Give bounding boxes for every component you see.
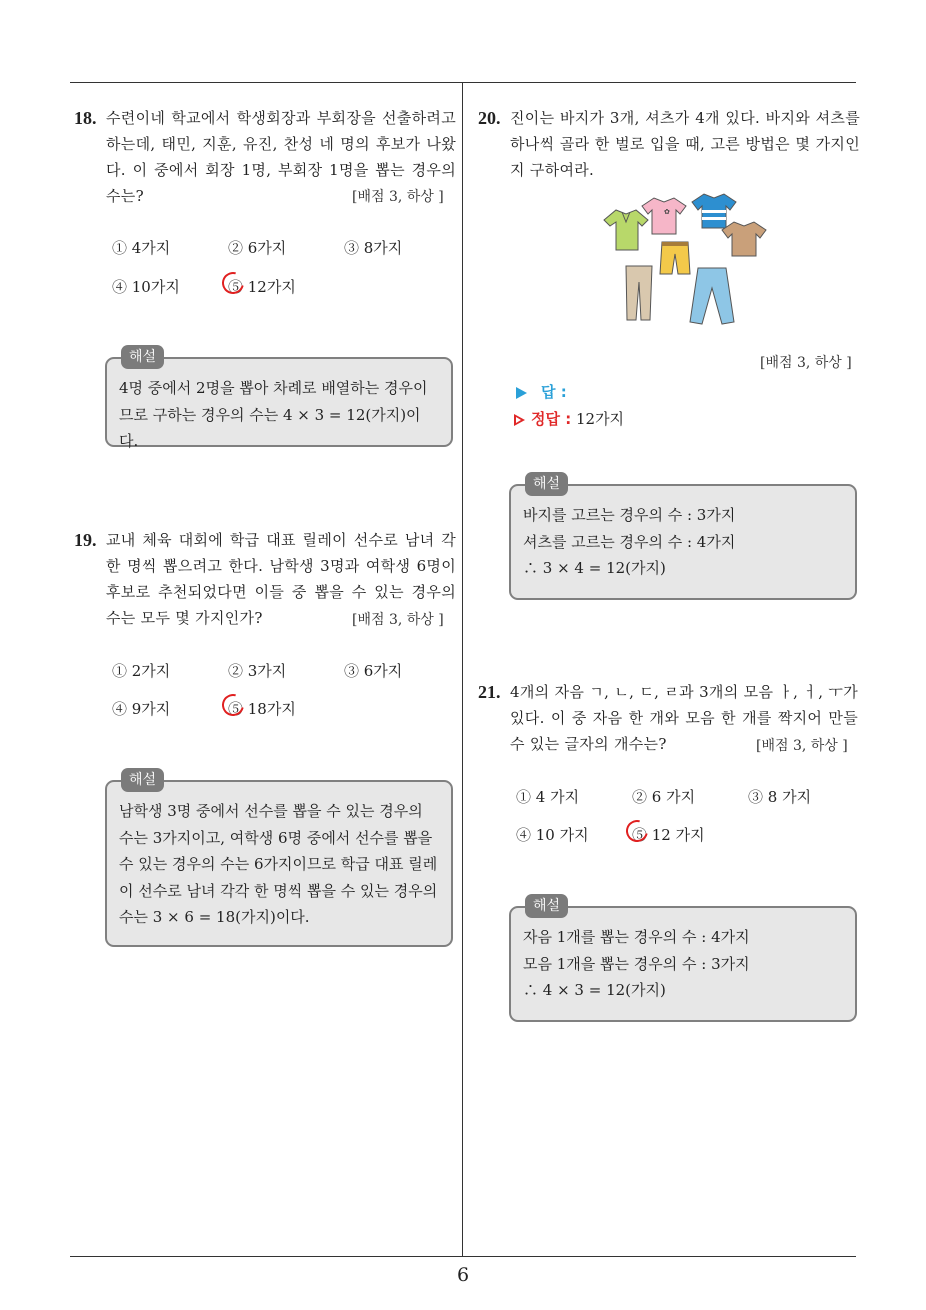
choice-4[interactable]: ④ 9가지 (112, 700, 171, 718)
explanation-box (509, 898, 857, 1022)
page-number: 6 (456, 1264, 470, 1286)
question-text: 4개의 자음 ㄱ, ㄴ, ㄷ, ㄹ과 3개의 모음 ㅏ, ㅓ, ㅜ가 있다. 이 중 자음 한 개와 모음 한 개를 짝지어 만들 수 있는 글자의 개수는? (510, 683, 858, 753)
question-number: 21. (478, 682, 501, 702)
explanation-line: ∴ 3 × 4 = 12(가지) (523, 559, 666, 577)
explanation-tag: 해설 (525, 894, 568, 918)
answer-label: 답 : (541, 383, 567, 401)
choice-1[interactable]: ① 2가지 (112, 662, 171, 680)
explanation-line: 자음 1개를 뽑는 경우의 수 : 4가지 (523, 928, 750, 946)
question-text: 수련이네 학교에서 학생회장과 부회장을 선출하려고 하는데, 태민, 지훈, 유진, 찬성 네 명의 후보가 나왔다. 이 중에서 회장 1명, 부회장 1명을 뽑는 경우의 수는? (106, 109, 456, 205)
correct-value: 12가지 (575, 410, 625, 428)
choice-5[interactable] (632, 824, 705, 845)
correct-arrow-icon (514, 414, 525, 426)
correct-answer-line (514, 408, 624, 429)
explanation-box (105, 772, 453, 947)
score-difficulty: [배점 3, 하상 ] (352, 189, 444, 205)
svg-text:✿: ✿ (664, 208, 670, 216)
question-text: 진이는 바지가 3개, 셔츠가 4개 있다. 바지와 셔츠를 하나씩 골라 한 벌로 입을 때, 고른 방법은 몇 가지인지 구하여라. (510, 109, 860, 179)
choice-1[interactable]: ① 4가지 (112, 239, 171, 257)
explanation-line: 므로 구하는 경우의 수는 4 × 3 = 12(가지)이다. (119, 405, 421, 450)
score-difficulty: [배점 3, 하상 ] (756, 738, 848, 754)
choice-3[interactable]: ③ 8가지 (344, 239, 403, 257)
choice-5[interactable] (228, 698, 296, 719)
correct-label: 정답 : (531, 410, 572, 428)
answer-arrow-icon (516, 387, 527, 399)
explanation-tag: 해설 (121, 345, 164, 369)
choice-4[interactable]: ④ 10가지 (112, 278, 180, 296)
choice-5-label: ⑤ 12가지 (228, 278, 296, 296)
explanation-box (509, 476, 857, 600)
question-text: 교내 체육 대회에 학급 대표 릴레이 선수로 남녀 각 한 명씩 뽑으려고 한다. 남학생 3명과 여학생 6명이 후보로 추천되었다면 이들 중 뽑을 수 있는 경우의 수는 모두 몇 가지인가? (106, 531, 456, 627)
score-difficulty: [배점 3, 하상 ] (760, 355, 852, 371)
explanation-box (105, 349, 453, 450)
explanation-line: 4명 중에서 2명을 뽑아 차례로 배열하는 경우이 (119, 379, 428, 397)
choice-2[interactable]: ② 3가지 (228, 662, 287, 680)
choice-2[interactable]: ② 6가지 (228, 239, 287, 257)
explanation-tag: 해설 (121, 768, 164, 792)
clothing-illustration (594, 192, 774, 327)
explanation-line: ∴ 4 × 3 = 12(가지) (523, 981, 666, 999)
explanation-line: 남학생 3명 중에서 선수를 뽑을 수 있는 경우의 (119, 802, 423, 820)
explanation-line: 수는 3가지이고, 여학생 6명 중에서 선수를 뽑을 (119, 828, 433, 847)
choice-5[interactable] (228, 276, 296, 297)
choice-3[interactable]: ③ 6가지 (344, 662, 403, 680)
explanation-line: 수는 3 × 6 = 18(가지)이다. (119, 908, 310, 926)
explanation-line: 수 있는 경우의 수는 6가지이므로 학급 대표 릴레 (119, 855, 438, 873)
question-number: 19. (74, 530, 97, 550)
score-difficulty: [배점 3, 하상 ] (352, 612, 444, 628)
explanation-line: 셔츠를 고르는 경우의 수 : 4가지 (523, 532, 736, 551)
choice-4[interactable]: ④ 10 가지 (516, 826, 589, 844)
question-number: 18. (74, 108, 97, 128)
bottom-rule (70, 1256, 856, 1257)
answer-line (516, 381, 567, 402)
choice-1[interactable]: ① 4 가지 (516, 788, 580, 806)
choice-5-label: ⑤ 18가지 (228, 700, 296, 718)
explanation-line: 이 선수로 남녀 각각 한 명씩 뽑을 수 있는 경우의 (119, 881, 438, 900)
question-number: 20. (478, 108, 501, 128)
column-divider (462, 82, 463, 1256)
choice-3[interactable]: ③ 8 가지 (748, 788, 812, 806)
choice-5-label: ⑤ 12 가지 (632, 826, 705, 844)
explanation-line: 바지를 고르는 경우의 수 : 3가지 (523, 506, 736, 524)
explanation-line: 모음 1개을 뽑는 경우의 수 : 3가지 (523, 954, 750, 973)
explanation-tag: 해설 (525, 472, 568, 496)
top-rule (70, 82, 856, 83)
choice-2[interactable]: ② 6 가지 (632, 788, 696, 806)
